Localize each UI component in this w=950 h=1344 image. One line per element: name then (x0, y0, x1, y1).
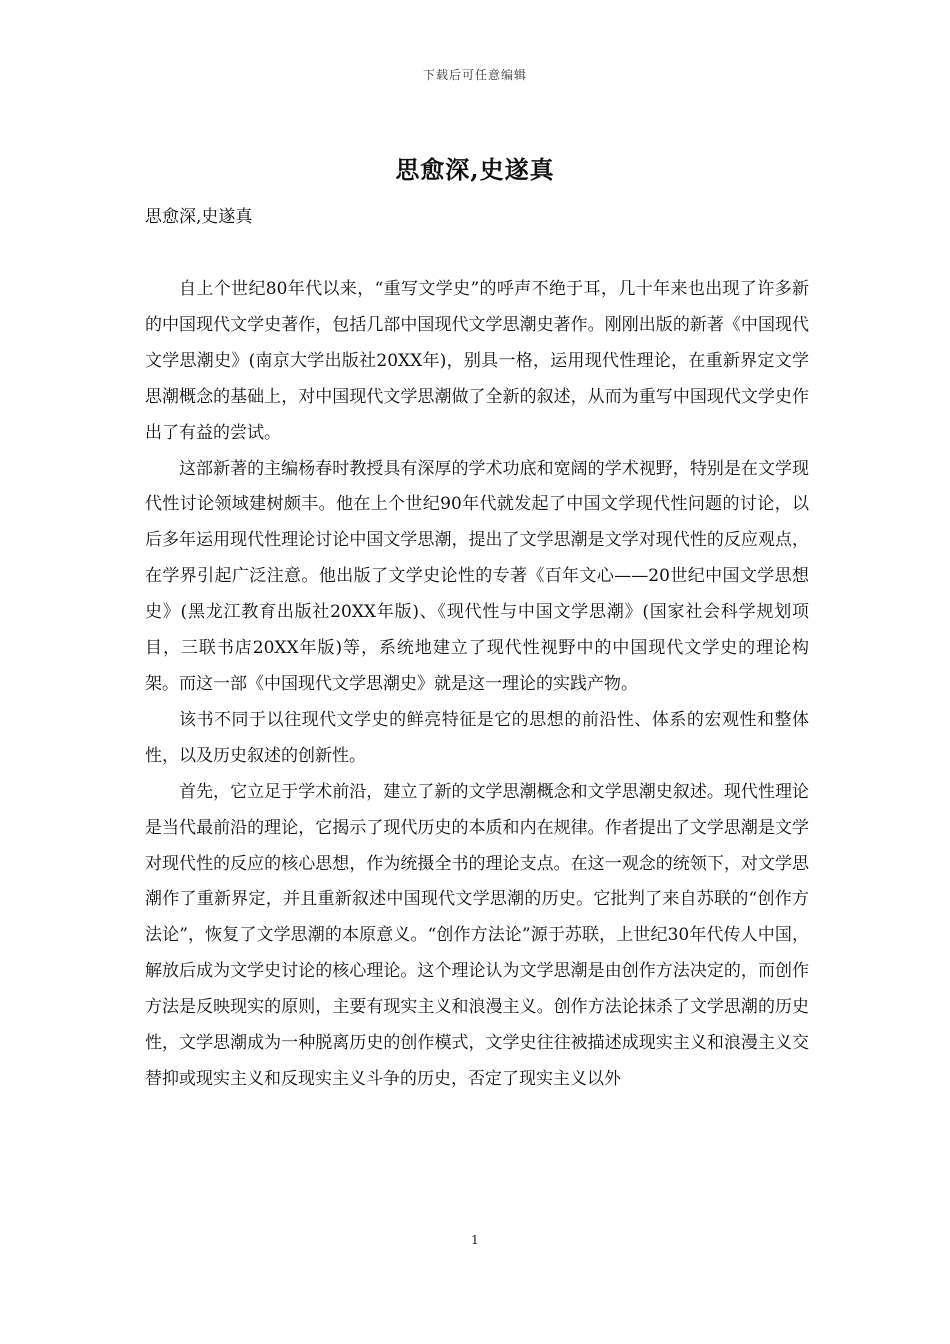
body-paragraph: 该书不同于以往现代文学史的鲜亮特征是它的思想的前沿性、体系的宏观性和整体性，以及历史叙述的创新性。 (145, 709, 809, 766)
body-paragraph: 首先，它立足于学术前沿，建立了新的文学思潮概念和文学思潮史叙述。现代性理论是当代最前沿的理论，它揭示了现代历史的本质和内在规律。作者提出了文学思潮是文学对现代性的反应的核心思想，作为统摄全书的理论支点。在这一观念的统领下，对文学思潮作了重新界定，并且重新叙述中国现代文学思潮的历史。它批判了来自苏联的“创作方法论”，恢复了文学思潮的本原意义。“创作方法论”源于苏联，上世纪30年代传人中国，解放后成为文学史讨论的核心理论。这个理论认为文学思潮是由创作方法决定的，而创作方法是反映现实的原则，主要有现实主义和浪漫主义。创作方法论抹杀了文学思潮的历史性，文学思潮成为一种脱离历史的创作模式，文学史往往被描述成现实主义和浪漫主义交替抑或现实主义和反现实主义斗争的历史，否定了现实主义以外 (145, 781, 809, 1089)
document-subtitle: 思愈深,史遂真 (145, 207, 253, 227)
document-body (145, 272, 809, 1098)
body-paragraph: 自上个世纪80年代以来，“重写文学史”的呼声不绝于耳，几十年来也出现了许多新的中国现代文学史著作，包括几部中国现代文学思潮史著作。刚刚出版的新著《中国现代文学思潮史》(南京大学出版社20XX年)，别具一格，运用现代性理论，在重新界定文学思潮概念的基础上，对中国现代文学思潮做了全新的叙述，从而为重写中国现代文学史作出了有益的尝试。 (145, 279, 809, 443)
page-number: 1 (471, 1233, 479, 1247)
document-title: 思愈深,史遂真 (395, 155, 555, 184)
body-paragraph: 这部新著的主编杨春时教授具有深厚的学术功底和宽阔的学术视野，特别是在文学现代性讨论领域建树颇丰。他在上个世纪90年代就发起了中国文学现代性问题的讨论，以后多年运用现代性理论讨论中国文学思潮，提出了文学思潮是文学对现代性的反应观点，在学界引起广泛注意。他出版了文学史论性的专著《百年文心——20世纪中国文学思想史》(黑龙江教育出版社20XX年版)、《现代性与中国文学思潮》(国家社会科学规划项目，三联书店20XX年版)等，系统地建立了现代性视野中的中国现代文学史的理论构架。而这一部《中国现代文学思潮史》就是这一理论的实践产物。 (145, 458, 809, 694)
page-header-note: 下载后可任意编辑 (422, 68, 527, 82)
